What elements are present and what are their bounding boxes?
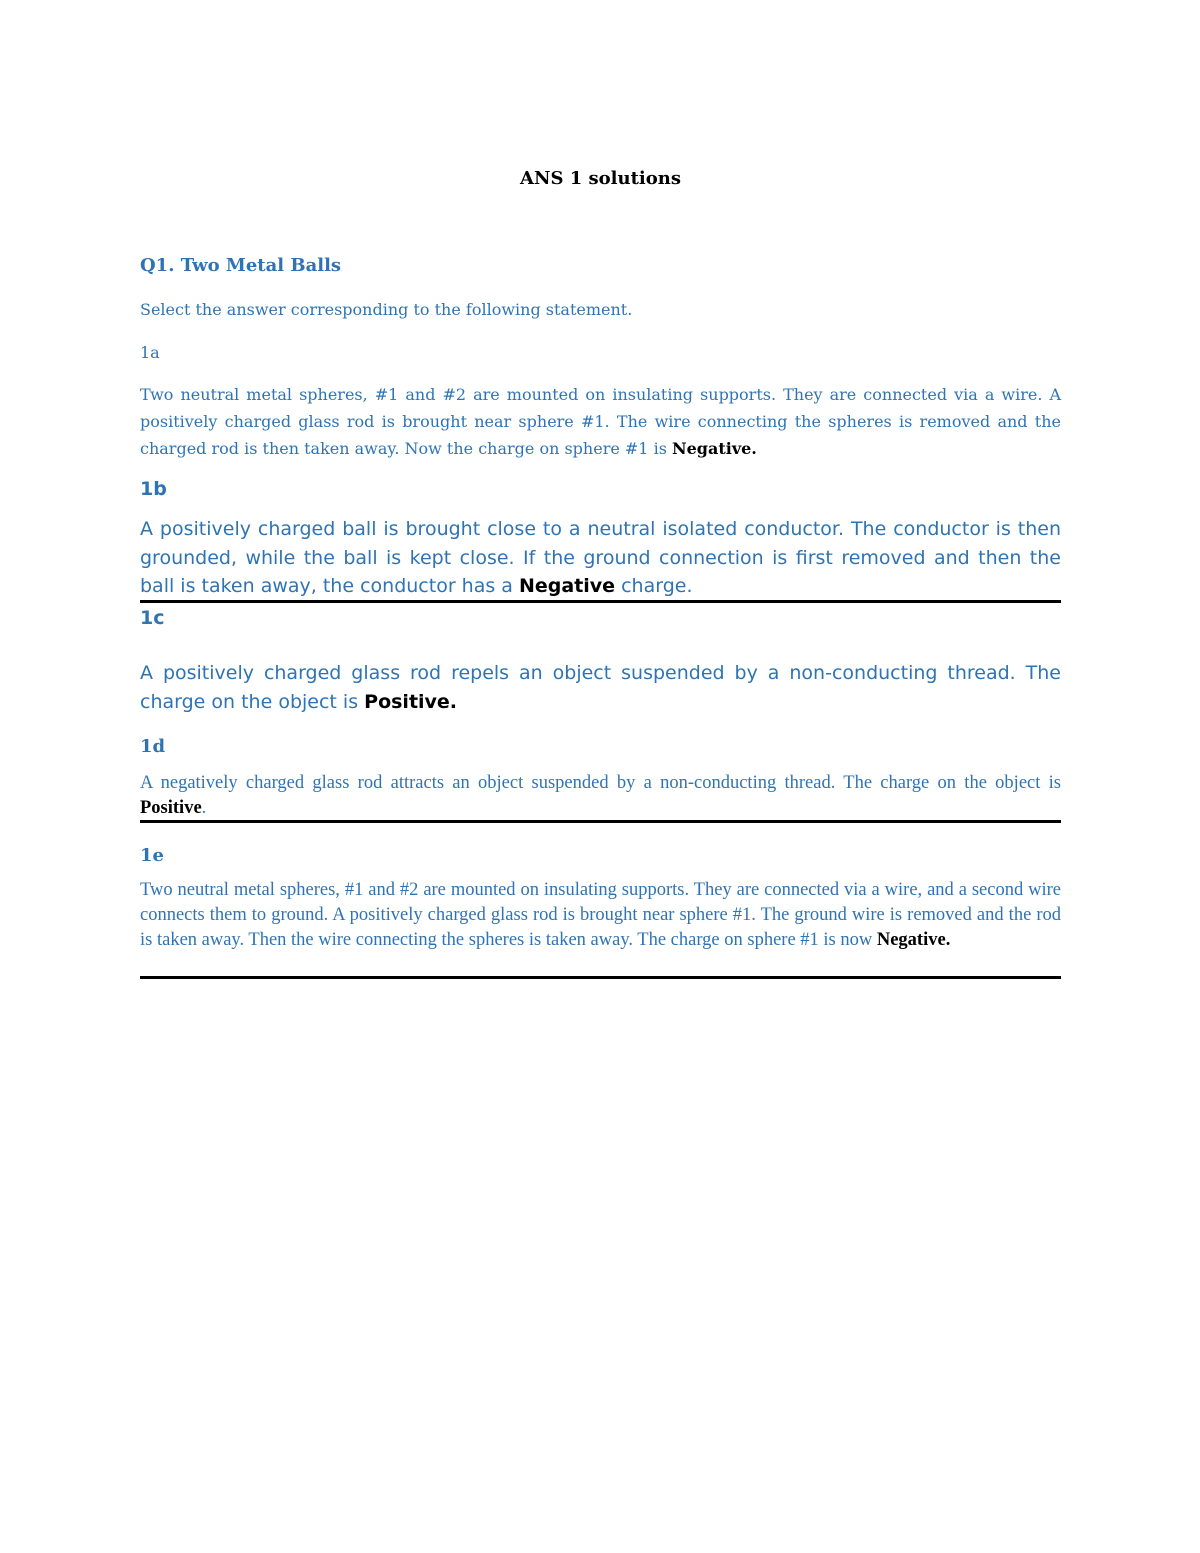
part-1d-text: A negatively charged glass rod attracts an object suspended by a non-conducting thread. The charge on the object is [140,773,1061,793]
divider-rule [140,976,1061,979]
part-1e-text: Two neutral metal spheres, #1 and #2 are mounted on insulating supports. They are connected via a wire, and a second wire connects them to ground. A positively charged glass rod is brought near sphere #1. The ground wire is removed and the rod is taken away. Then the wire connecting the spheres is taken away. The charge on sphere #1 is now [140,880,1061,950]
part-1b-after: charge. [615,575,693,597]
part-1c-answer: Positive. [364,690,458,713]
part-1d-body [140,771,1061,821]
part-1d-answer: Positive [140,798,202,818]
part-1a-label: 1a [140,343,160,362]
part-1b-body [140,515,1061,601]
part-1a-body [140,381,1061,462]
part-1e-label: 1e [140,845,164,866]
part-1c-body [140,659,1061,716]
part-1a-answer: Negative. [671,439,757,458]
divider-rule [140,600,1061,603]
part-1c-text: A positively charged glass rod repels an object suspended by a non-conducting thread. The charge on the object is [140,662,1061,713]
part-1b-answer: Negative [518,575,616,597]
part-1e-answer: Negative. [876,930,951,950]
question-heading: Q1. Two Metal Balls [140,255,342,276]
part-1e-body [140,878,1061,953]
divider-rule [140,820,1061,823]
part-1a-text: Two neutral metal spheres, #1 and #2 are mounted on insulating supports. They are connected via a wire. A positively charged glass rod is brought near sphere #1. The wire connecting the spheres is removed and the charged rod is then taken away. Now the charge on sphere #1 is [140,385,1061,458]
part-1c-label: 1c [140,607,165,629]
instruction-text: Select the answer corresponding to the following statement. [140,300,633,319]
part-1d-label: 1d [140,736,166,757]
part-1d-after: . [201,798,207,818]
part-1b-label: 1b [140,478,167,500]
part-1b-text: A positively charged ball is brought close to a neutral isolated conductor. The conductor is then grounded, while the ball is kept close. If the ground connection is first removed and then the ball is taken away, the conductor has a [140,518,1061,597]
document-title: ANS 1 solutions [520,168,681,189]
